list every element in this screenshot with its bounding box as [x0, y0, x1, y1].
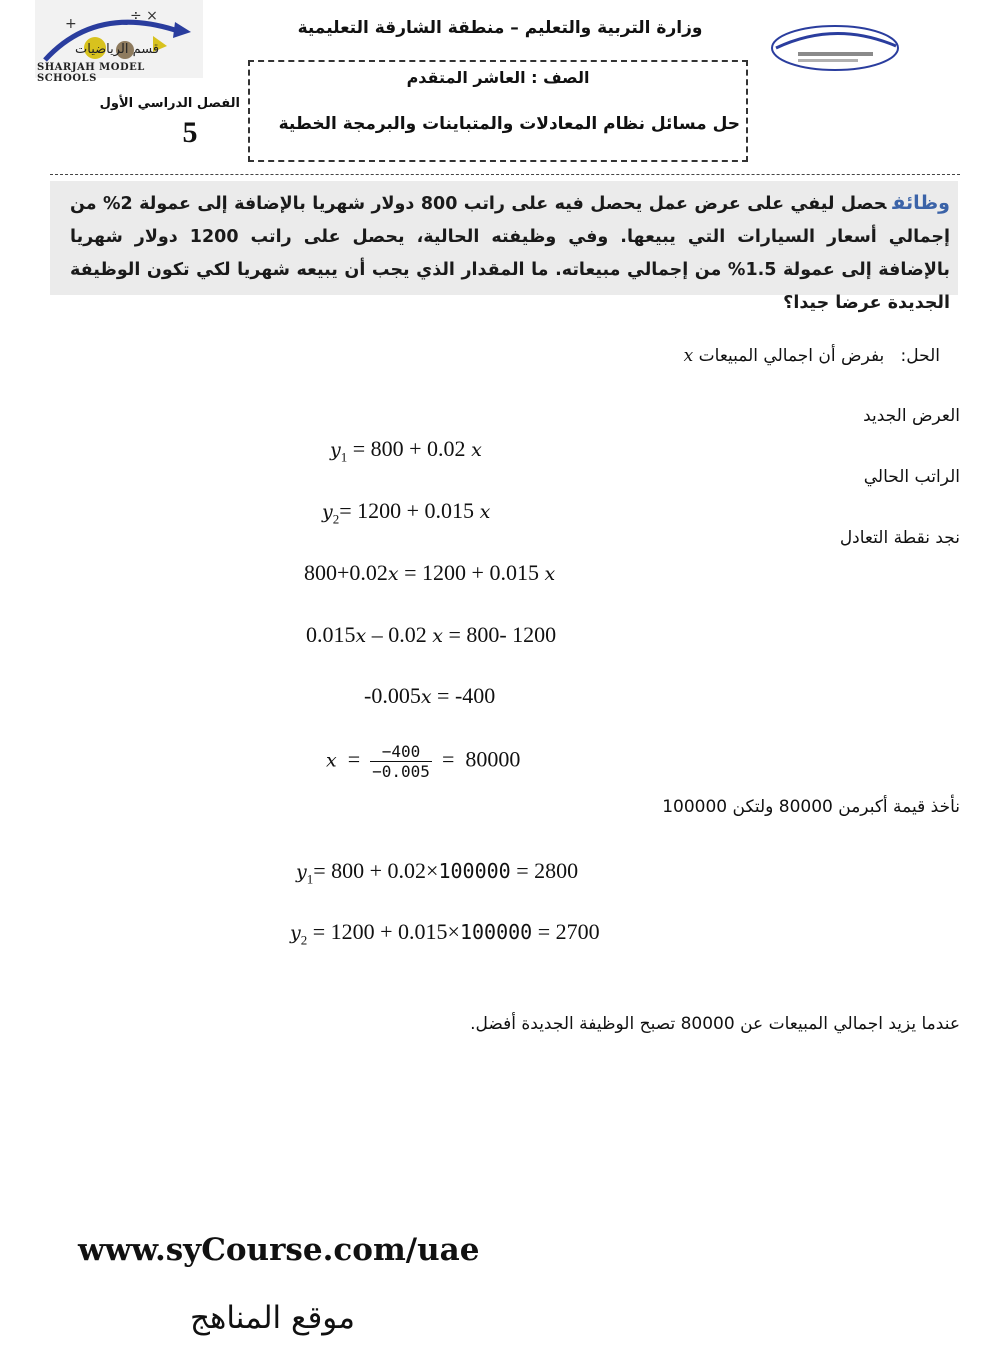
- equation-y1: $y_1 = 800 + 0.02$ x: [330, 436, 482, 465]
- problem-text: حصل ليفي على عرض عمل يحصل فيه على راتب 800 دولار شهريا بالإضافة إلى عمولة 2% من إجمالي أسعار السيارات التي يبيعها. وفي وظيفته الحالية، يحصل على راتب 1200 دولار شهريا بالإضافة إلى عمولة 1.5% من إجمالي مبيعاته. ما المقدار الذي يجب أن يبيعه شهريا لكي تكون الوظيفة الجديدة عرضا جيدا؟: [70, 194, 950, 313]
- math-department-logo: [35, 0, 203, 84]
- variable-x: x: [683, 346, 694, 366]
- equilibrium-label: نجد نقطة التعادل: [839, 528, 960, 548]
- equation-equilibrium-rhs: = 1200 + 0.015: [404, 560, 539, 585]
- equation-y1-rhs: = 800 + 0.02: [352, 436, 466, 461]
- take-value-note: نأخذ قيمة أكبرمن 80000 ولتكن 100000: [662, 797, 960, 817]
- solution-label: الحل:: [900, 346, 940, 366]
- logo-arabic-text: قسم الرياضيات: [75, 42, 160, 57]
- equation-y2-check-lhs: = 1200 + 0.015×: [312, 919, 460, 944]
- lesson-title: حل مسائل نظام المعادلات والمتباينات والبرمجة الخطية: [278, 114, 740, 134]
- ministry-title: وزارة التربية والتعليم – منطقة الشارقة التعليمية: [297, 18, 703, 38]
- equation-equilibrium-lhs: 800+0.02: [304, 560, 388, 585]
- conclusion: عندما يزيد اجمالي المبيعات عن 80000 تصبح الوظيفة الجديدة أفضل.: [470, 1014, 960, 1034]
- school-logo: [768, 18, 903, 80]
- equation-solution: x = $\frac{-400}{-0.005}$ = 80000: [326, 742, 521, 781]
- equation-y2-check: $y_2 = 1200 + 0.015\times 100000 = 2700$: [290, 919, 600, 948]
- equation-rearranged-c: = 800- 1200: [448, 622, 557, 647]
- equation-y1-check: $y_1= 800 + 0.02\times 100000 = 2800$: [296, 858, 579, 887]
- equation-simplified: -0.005x = -400: [364, 683, 496, 708]
- svg-text:+: +: [65, 16, 77, 32]
- site-name: موقع المناهج: [190, 1300, 355, 1336]
- fraction: [370, 742, 432, 781]
- equation-equilibrium: 800+0.02x = 1200 + 0.015 x: [304, 560, 556, 585]
- solution-assumption: بفرض أن اجمالي المبيعات: [698, 346, 885, 366]
- equation-y2-check-result: = 2700: [537, 919, 600, 944]
- fraction-numerator: −400: [370, 742, 432, 762]
- semester-label: الفصل الدراسي الأول: [99, 96, 240, 111]
- equation-y1-check-lhs: = 800 + 0.02×: [313, 858, 439, 883]
- website-url[interactable]: www.syCourse.com/uae: [78, 1232, 480, 1268]
- current-salary-label: الراتب الحالي: [863, 467, 960, 487]
- grade-label: الصف : العاشر المتقدم: [406, 68, 590, 87]
- equation-y1-check-result: = 2800: [516, 858, 579, 883]
- fraction-denominator: −0.005: [372, 762, 430, 781]
- logo-english-text: SHARJAH MODEL SCHOOLS: [37, 62, 145, 84]
- equation-y2: $y_2= 1200 + 0.015$ x: [322, 498, 491, 527]
- svg-text:÷ ×: ÷ ×: [130, 8, 158, 24]
- equation-y2-rhs: = 1200 + 0.015: [339, 498, 475, 523]
- equation-rearranged-a: 0.015: [306, 622, 356, 647]
- equation-rearranged: 0.015x – 0.02 x = 800- 1200: [306, 622, 557, 647]
- solution-intro: [684, 346, 940, 366]
- equation-y2-check-value: 100000: [459, 920, 533, 944]
- problem-keyword: وظائف: [892, 192, 950, 214]
- equation-y1-check-value: 100000: [438, 859, 511, 883]
- problem-text-block: [70, 187, 950, 320]
- equation-solution-result: 80000: [465, 746, 521, 772]
- divider: [50, 174, 960, 175]
- equation-simplified-lhs: -0.005: [364, 683, 421, 708]
- semester-number: 5: [182, 116, 198, 149]
- equation-rearranged-b: – 0.02: [371, 622, 427, 647]
- new-offer-label: العرض الجديد: [863, 406, 960, 426]
- equation-simplified-rhs: = -400: [437, 683, 496, 708]
- problem-statement: [50, 181, 958, 313]
